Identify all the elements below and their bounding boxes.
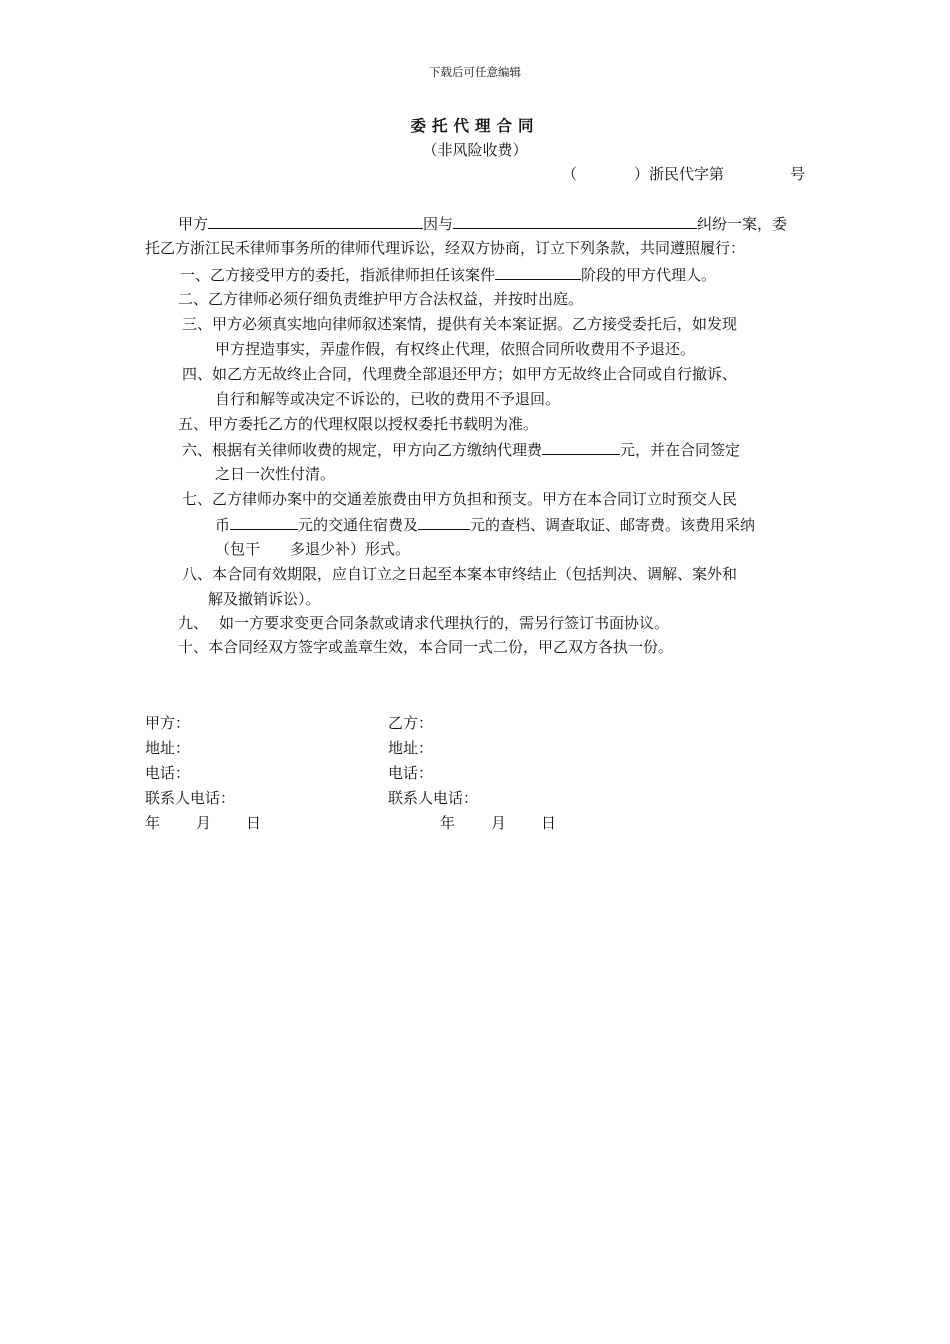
clause-10: 十、本合同经双方签字或盖章生效，本合同一式二份，甲乙双方各执一份。 — [178, 638, 674, 656]
sig-right-year: 年 — [440, 814, 456, 832]
clause-7-text-b: 元的交通住宿费及 — [298, 516, 419, 534]
clause-7-text-e: 多退少补）形式。 — [290, 540, 411, 558]
clause-3-line-2: 甲方捏造事实，弄虚作假，有权终止代理，依照合同所收费用不予退还。 — [215, 340, 696, 358]
sig-right-month: 月 — [491, 814, 507, 832]
clause-9 — [178, 611, 669, 636]
sig-right-address: 地址： — [388, 739, 434, 757]
clause-2: 二、乙方律师必须仔细负责维护甲方合法权益，并按时出庭。 — [178, 290, 584, 308]
sig-right-contact-phone: 联系人电话： — [388, 789, 479, 807]
clause-5: 五、甲方委托乙方的代理权限以授权委托书载明为准。 — [178, 415, 539, 433]
clause-9-text: 如一方要求变更合同条款或请求代理执行的，需另行签订书面协议。 — [219, 614, 670, 632]
clause-7-text-a: 币 — [215, 516, 231, 534]
clause-7-line-2 — [215, 512, 755, 538]
clause-6-text-b: 元，并在合同签定 — [620, 441, 741, 459]
clause-1-text-b: 阶段的甲方代理人。 — [581, 266, 717, 284]
intro-line-2: 托乙方浙江民禾律师事务所的律师代理诉讼，经双方协商，订立下列条款，共同遵照履行： — [145, 239, 746, 257]
header-note: 下载后可任意编辑 — [429, 65, 521, 79]
travel-fee-blank — [230, 512, 298, 530]
dispute-label: 纠纷一案，委 — [697, 215, 788, 233]
cause-label: 因与 — [423, 215, 454, 233]
case-number-open: （ — [562, 165, 578, 183]
clause-1 — [180, 262, 716, 288]
case-number-label: ）浙民代字第 — [634, 165, 725, 183]
sig-left-year: 年 — [145, 814, 161, 832]
party-a-label: 甲方 — [178, 215, 209, 233]
fee-blank — [542, 437, 620, 455]
case-number-suffix: 号 — [790, 165, 806, 183]
clause-4-line-2: 自行和解等或决定不诉讼的，已收的费用不予退回。 — [215, 390, 561, 408]
sig-right-party: 乙方： — [388, 714, 434, 732]
sig-left-contact-phone: 联系人电话： — [145, 789, 236, 807]
clause-8-line-2: 解及撤销诉讼）。 — [208, 590, 321, 608]
clause-6-line-1 — [182, 437, 740, 463]
clause-9-number: 九、 — [178, 614, 209, 632]
intro-line-1 — [178, 211, 787, 237]
sig-left-party: 甲方： — [145, 714, 191, 732]
document-title: 委托代理合同 — [410, 116, 540, 135]
investigation-fee-blank — [418, 512, 470, 530]
sig-left-day: 日 — [246, 814, 262, 832]
stage-blank — [495, 262, 581, 280]
clause-6-text-a: 六、根据有关律师收费的规定，甲方向乙方缴纳代理费 — [182, 441, 543, 459]
sig-left-address: 地址： — [145, 739, 191, 757]
sig-right-day: 日 — [541, 814, 557, 832]
clause-8-line-1: 八、本合同有效期限，应自订立之日起至本案本审终结止（包括判决、调解、案外和 — [182, 565, 738, 583]
clause-7-line-3 — [215, 537, 410, 562]
clause-7-line-1: 七、乙方律师办案中的交通差旅费由甲方负担和预支。甲方在本合同订立时预交人民 — [182, 490, 738, 508]
opponent-blank — [453, 211, 697, 229]
party-a-blank — [208, 211, 423, 229]
clause-6-line-2: 之日一次性付清。 — [215, 465, 336, 483]
clause-3-line-1: 三、甲方必须真实地向律师叙述案情，提供有关本案证据。乙方接受委托后，如发现 — [182, 315, 738, 333]
clause-4-line-1: 四、如乙方无故终止合同，代理费全部退还甲方；如甲方无故终止合同或自行撤诉、 — [182, 365, 738, 383]
document-subtitle: （非风险收费） — [422, 141, 528, 159]
clause-7-text-c: 元的查档、调查取证、邮寄费。该费用采纳 — [470, 516, 756, 534]
clause-1-text-a: 一、乙方接受甲方的委托，指派律师担任该案件 — [180, 266, 496, 284]
sig-right-phone: 电话： — [388, 764, 434, 782]
clause-7-text-d: （包干 — [215, 540, 261, 558]
sig-left-month: 月 — [196, 814, 212, 832]
sig-left-phone: 电话： — [145, 764, 191, 782]
